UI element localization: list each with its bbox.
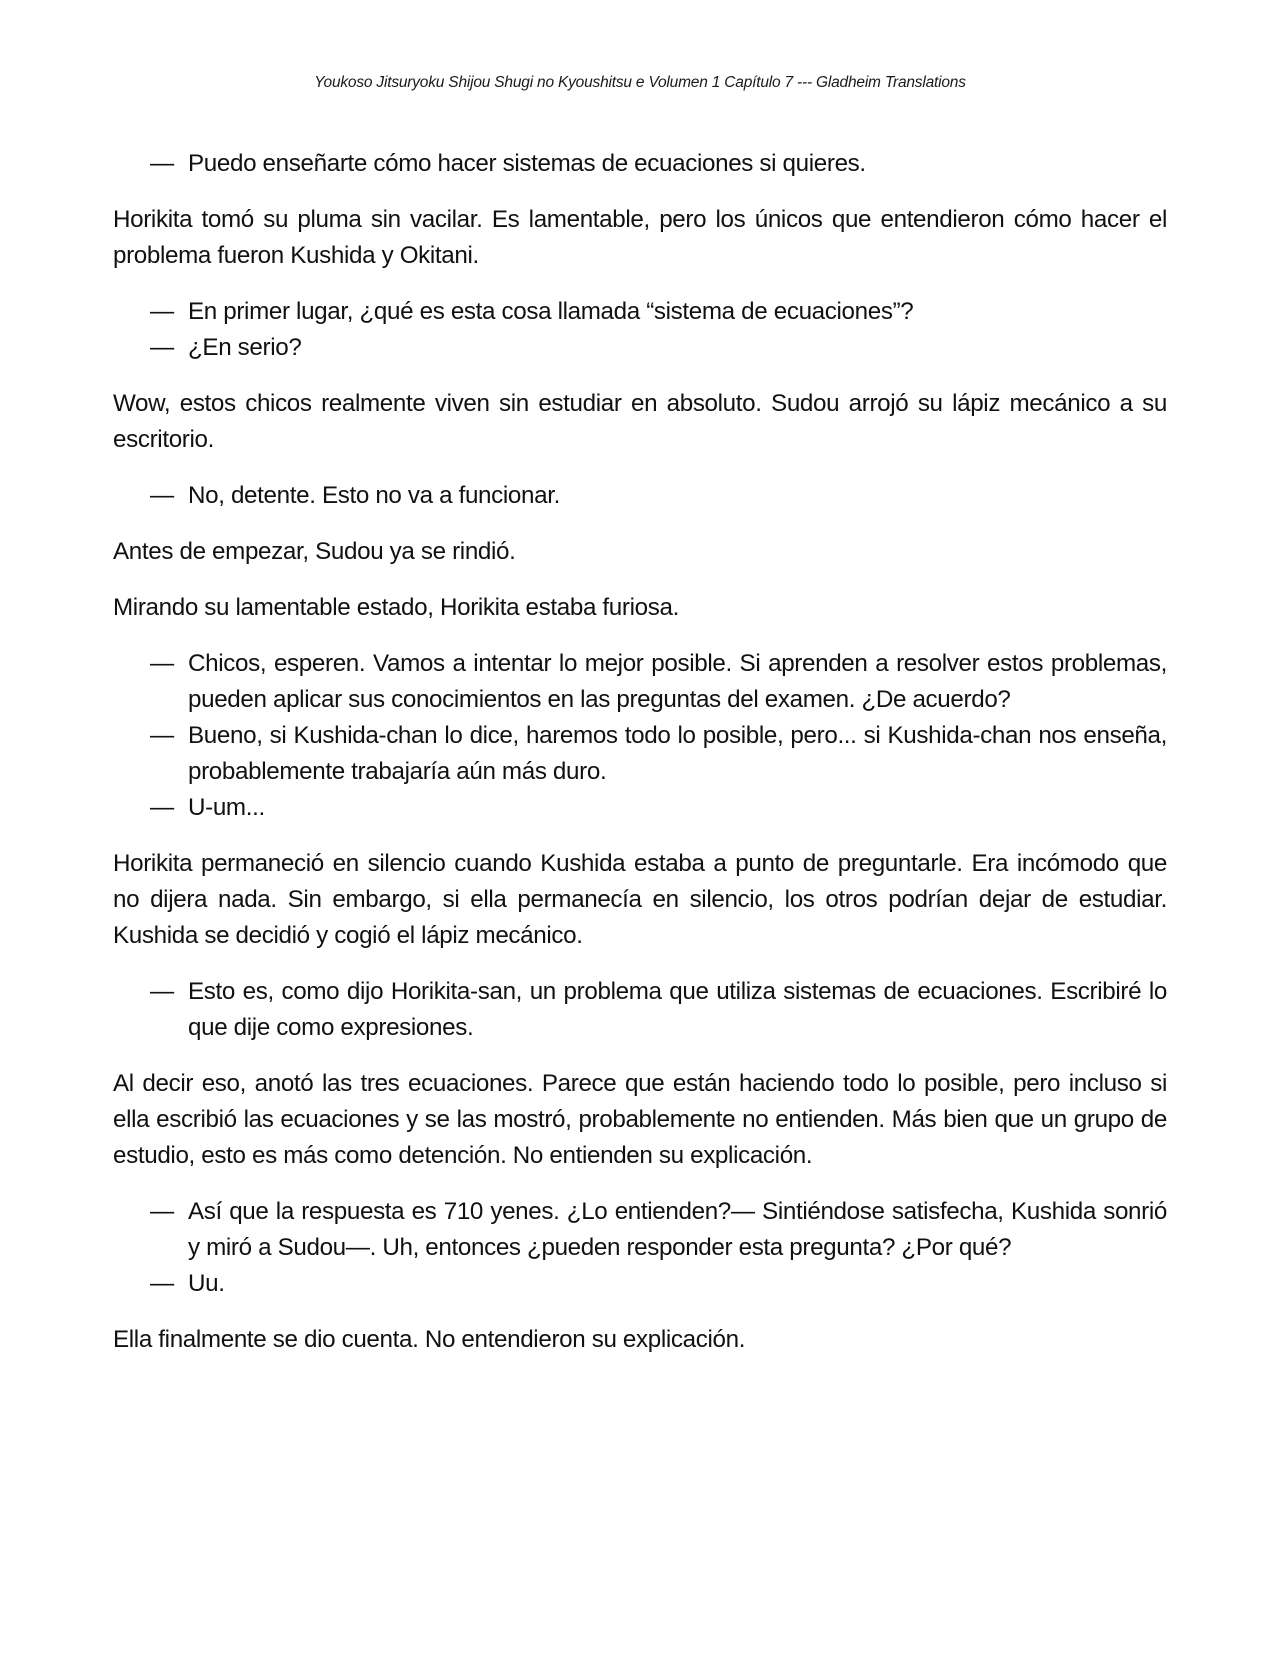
em-dash: — xyxy=(150,150,174,177)
dialogue-line: — En primer lugar, ¿qué es esta cosa llamada “sistema de ecuaciones”? xyxy=(113,294,1167,330)
em-dash: — xyxy=(150,794,174,821)
body-text xyxy=(113,146,1167,1378)
dialogue-line: — Así que la respuesta es 710 yenes. ¿Lo entienden?— Sintiéndose satisfecha, Kushida sonrió y miró a Sudou—. Uh, entonces ¿pueden responder esta pregunta? ¿Por qué? xyxy=(113,1194,1167,1266)
dialogue-line: — Uu. xyxy=(113,1266,1167,1302)
dialogue-line: — No, detente. Esto no va a funcionar. xyxy=(113,478,1167,514)
dialogue-group xyxy=(113,478,1167,514)
em-dash: — xyxy=(150,650,174,677)
paragraph: Mirando su lamentable estado, Horikita estaba furiosa. xyxy=(113,594,679,621)
running-header: Youkoso Jitsuryoku Shijou Shugi no Kyoushitsu e Volumen 1 Capítulo 7 --- Gladheim Translations xyxy=(314,74,966,91)
em-dash: — xyxy=(150,1270,174,1297)
paragraph: Al decir eso, anotó las tres ecuaciones. Parece que están haciendo todo lo posible, pero incluso si ella escribió las ecuaciones y se las mostró, probablemente no entienden. Más bien que un grupo de estudio, esto es más como detención. No entienden su explicación. xyxy=(113,1070,1167,1169)
dialogue-group xyxy=(113,146,1167,182)
em-dash: — xyxy=(150,978,174,1005)
em-dash: — xyxy=(150,334,174,361)
dialogue-line: — ¿En serio? xyxy=(113,330,1167,366)
dialogue-line: — Puedo enseñarte cómo hacer sistemas de ecuaciones si quieres. xyxy=(113,146,1167,182)
dialogue-group xyxy=(113,974,1167,1046)
paragraph: Horikita permaneció en silencio cuando Kushida estaba a punto de preguntarle. Era incómodo que no dijera nada. Sin embargo, si ella permanecía en silencio, los otros podrían dejar de estudiar. Kushida se decidió y cogió el lápiz mecánico. xyxy=(113,850,1167,949)
em-dash: — xyxy=(150,298,174,325)
dialogue-line: — Esto es, como dijo Horikita-san, un problema que utiliza sistemas de ecuaciones. Escribiré lo que dije como expresiones. xyxy=(113,974,1167,1046)
dialogue-group xyxy=(113,646,1167,826)
paragraph: Antes de empezar, Sudou ya se rindió. xyxy=(113,538,516,565)
dialogue-group xyxy=(113,1194,1167,1302)
paragraph: Horikita tomó su pluma sin vacilar. Es lamentable, pero los únicos que entendieron cómo hacer el problema fueron Kushida y Okitani. xyxy=(113,206,1167,269)
em-dash: — xyxy=(150,1198,174,1225)
dialogue-line: — Chicos, esperen. Vamos a intentar lo mejor posible. Si aprenden a resolver estos problemas, pueden aplicar sus conocimientos en las preguntas del examen. ¿De acuerdo? xyxy=(113,646,1167,718)
dialogue-line: — U-um... xyxy=(113,790,1167,826)
dialogue-group xyxy=(113,294,1167,366)
paragraph: Ella finalmente se dio cuenta. No entendieron su explicación. xyxy=(113,1326,746,1353)
em-dash: — xyxy=(150,482,174,509)
paragraph: Wow, estos chicos realmente viven sin estudiar en absoluto. Sudou arrojó su lápiz mecánico a su escritorio. xyxy=(113,390,1167,453)
em-dash: — xyxy=(150,722,174,749)
dialogue-line: — Bueno, si Kushida-chan lo dice, haremos todo lo posible, pero... si Kushida-chan nos enseña, probablemente trabajaría aún más duro. xyxy=(113,718,1167,790)
